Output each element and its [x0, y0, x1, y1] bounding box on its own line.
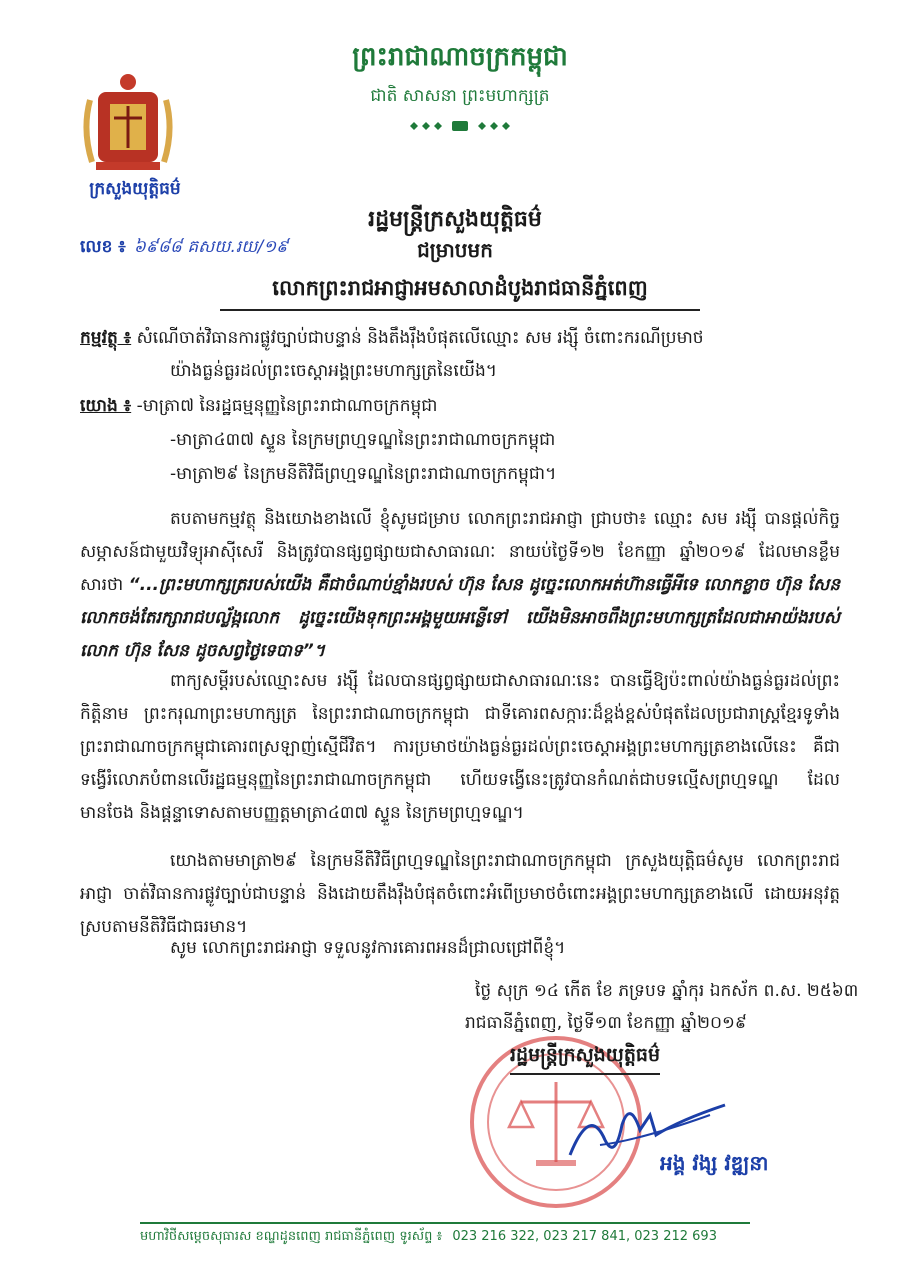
- footer-phones: 023 216 322, 023 217 841, 023 212 693: [452, 1229, 717, 1244]
- closing-line: សូម លោកព្រះរាជអាជ្ញា ទទួលនូវការគោរពអនដ៏ជ្រាលជ្រៅពីខ្ញុំ។: [170, 938, 566, 958]
- ministry-emblem: [78, 70, 178, 180]
- footer-contact: [140, 1228, 760, 1247]
- gregorian-date: រាជធានីភ្នំពេញ, ថ្ងៃទី១៣ ខែកញ្ញា ឆ្នាំ២០១៩: [465, 1013, 747, 1033]
- subject-label: កម្មវត្ថុ ៖: [80, 328, 132, 348]
- signatory-name: អង្គ វង្ស វឌ្ឍនា: [660, 1151, 769, 1175]
- lunar-date: ថ្ងៃ សុក្រ ១៤ កើត ខែ ភទ្របទ ឆ្នាំកុរ ឯកស័ក ព.ស. ២៥៦៣: [475, 981, 859, 1001]
- subject-text-2: យ៉ាងធ្ងន់ធ្ងរដល់ព្រះចេស្តាអង្គព្រះមហាក្សត្រនៃយើង។: [170, 361, 497, 381]
- sender-heading: រដ្ឋមន្ត្រីក្រសួងយុត្តិធម៌: [368, 207, 542, 232]
- reference-label: លេខ ៖: [80, 237, 126, 257]
- kingdom-title: ព្រះរាជាណាចក្រកម្ពុជា: [352, 42, 568, 72]
- reference-item: -មាត្រា៤៣៧ ស្ទួន នៃក្រមព្រហ្មទណ្ឌនៃព្រះរាជាណាចក្រកម្ពុជា: [170, 430, 556, 450]
- body-paragraph-3: យោងតាមមាត្រា២៩ នៃក្រមនីតិវិធីព្រហ្មទណ្ឌនៃព្រះរាជាណាចក្រកម្ពុជា ក្រសួងយុត្តិធម៌សូម លោកព្រះរាជអាជ្ញា ចាត់វិធានការផ្លូវច្បាប់ជាបន្ទាន់ និងដោយតឹងរ៉ឹងបំផុតចំពោះអំពើប្រមាថចំពោះអង្គព្រះមហាក្សត្រខាងលើ ដោយអនុវត្តស្របតាមនីតិវិធីជាធរមាន។: [80, 851, 840, 937]
- reference-row-1: [80, 390, 437, 423]
- paragraph-1-lead: តបតាមកម្មវត្ថុ និងយោងខាងលើ ខ្ញុំសូមជម្រាប លោកព្រះរាជអាជ្ញា ជ្រាបថា៖ ឈ្មោះ សម រង្ស៊ី បានផ្តល់កិច្ចសម្ភាសន៍ជាមួយវិទ្យុអាស៊ីសេរី និងត្រូវបានផ្សព្វផ្សាយជាសាធារណៈ នាយប់ថ្ងៃទី១២ ខែកញ្ញា ឆ្នាំ២០១៩ ដែលមានខ្លឹមសារថា: [80, 509, 840, 595]
- footer-address: មហាវិថីសម្ដេចសុធារស ខណ្ឌដូនពេញ រាជធានីភ្នំពេញ ទូរស័ព្ទ ៖: [140, 1229, 443, 1244]
- footer-divider: [140, 1222, 750, 1224]
- reference-item: -មាត្រា៧ នៃរដ្ឋធម្មនុញ្ញនៃព្រះរាជាណាចក្រកម្ពុជា: [136, 396, 438, 416]
- body-paragraph-1: [80, 503, 840, 668]
- reference-value: ៦៩៨៨ គសយ.រយ/១៩: [133, 237, 289, 257]
- recipient-heading: លោកព្រះរាជអាជ្ញាអមសាលាដំបូងរាជធានីភ្នំពេញ: [220, 275, 700, 311]
- paragraph-1-quote: “...ព្រះមហាក្សត្ររបស់យើង គឺជាចំណាប់ខ្មាំងរបស់ ហ៊ុន សែន ដូច្នេះលោកអត់ហ៊ានធ្វើអីទេ លោកខ្លាច ហ៊ុន សែន លោកចង់តែរក្សារាជបល្ល័ង្កលោក ដូច្នេះយើងទុកព្រះអង្គមួយអន្លើទៅ យើងមិនអាចពឹងព្រះមហាក្សត្រដែលជាអាយ៉ងរបស់លោក ហ៊ុន សែន ដូចសព្វថ្ងៃទេបាទ”។: [80, 575, 841, 661]
- subject-line-1: [80, 322, 704, 355]
- subject-text-1: សំណើចាត់វិធានការផ្លូវច្បាប់ជាបន្ទាន់ និងតឹងរ៉ឹងបំផុតលើឈ្មោះ សម រង្ស៊ី ចំពោះករណីប្រមាថ: [136, 328, 704, 348]
- ornament-divider: [400, 118, 520, 134]
- body-paragraph-2: ពាក្យសម្តីរបស់ឈ្មោះសម រង្ស៊ី ដែលបានផ្សព្វផ្សាយជាសាធារណៈនេះ បានធ្វើឱ្យប៉ះពាល់យ៉ាងធ្ងន់ធ្ងរដល់ព្រះកិត្តិនាម ព្រះករុណាព្រះមហាក្សត្រ នៃព្រះរាជាណាចក្រកម្ពុជា ជាទីគោរពសក្ការៈដ៏ខ្ពង់ខ្ពស់បំផុតដែលប្រជារាស្ត្រខ្មែរទូទាំងព្រះរាជាណាចក្រកម្ពុជាគោរពស្រឡាញ់ស្មើជីវិត។ ការប្រមាថយ៉ាងធ្ងន់ធ្ងរដល់ព្រះចេស្តាអង្គព្រះមហាក្សត្រខាងលើនេះ គឺជាទង្វើរំលោភបំពានលើរដ្ឋធម្មនុញ្ញនៃព្រះរាជាណាចក្រកម្ពុជា ហើយទង្វើនេះត្រូវបានកំណត់ជាបទល្មើសព្រហ្មទណ្ឌ ដែលមានចែង និងផ្តន្ទាទោសតាមបញ្ញត្តមាត្រា៤៣៧ ស្ទួន នៃក្រមព្រហ្មទណ្ឌ។: [80, 671, 840, 823]
- national-motto: ជាតិ សាសនា ព្រះមហាក្សត្រ: [370, 86, 550, 106]
- respect-heading: ជម្រាបមក: [417, 238, 493, 262]
- signatory-title: រដ្ឋមន្ត្រីក្រសួងយុត្តិធម៌: [510, 1043, 660, 1075]
- reference-item: -មាត្រា២៩ នៃក្រមនីតិវិធីព្រហ្មទណ្ឌនៃព្រះរាជាណាចក្រកម្ពុជា។: [170, 464, 557, 484]
- references-label: យោង ៖: [80, 396, 132, 416]
- ministry-name: ក្រសួងយុត្តិធម៌: [89, 179, 181, 199]
